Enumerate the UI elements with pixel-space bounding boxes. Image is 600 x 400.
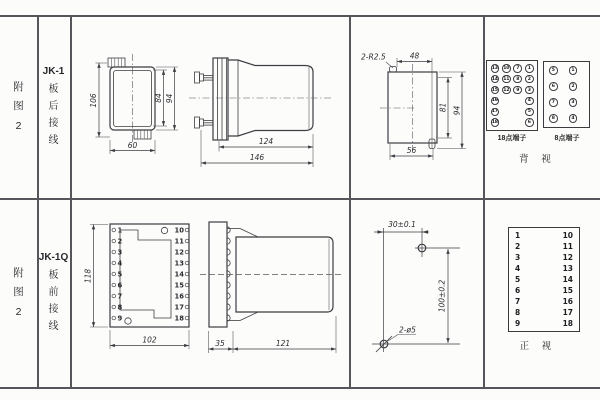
- table-row: [515, 264, 573, 273]
- table-row: [515, 297, 573, 306]
- pin-number: 16: [562, 297, 573, 306]
- figure-char: 附: [13, 266, 24, 279]
- terminal-row: [491, 108, 534, 117]
- terminal-7: 7: [549, 98, 558, 107]
- grid-line-v4: [483, 15, 485, 387]
- terminal-15: 15: [491, 87, 498, 93]
- cutout-outline: [380, 64, 437, 150]
- terminal-11: 11: [503, 76, 510, 82]
- terminal-18: 18: [491, 120, 498, 126]
- terminal-block-18pt-label: 18点端子: [497, 135, 527, 142]
- wiring-char: 线: [48, 135, 59, 146]
- pin-number: 4: [515, 264, 521, 273]
- callout-2-o5: 2-ø5: [399, 325, 416, 335]
- wiring-char: 板: [48, 84, 59, 95]
- table-row: [515, 231, 573, 240]
- terminal-6: 6: [525, 118, 534, 127]
- terminal-row: [491, 86, 534, 95]
- side-outline: [200, 222, 344, 327]
- terminal-row: [549, 98, 589, 107]
- terminal-row: [491, 64, 534, 73]
- terminal-block-8pt: [543, 61, 590, 128]
- terminal-screw: [195, 72, 214, 83]
- terminal-7: 7: [513, 64, 522, 73]
- pin-number: 18: [562, 319, 573, 328]
- arrowhead: [378, 230, 384, 233]
- terminal-4: 4: [525, 97, 534, 106]
- terminal-16: 16: [491, 98, 498, 104]
- model-name: JK-1Q: [38, 251, 69, 263]
- terminal-5: 5: [525, 108, 534, 117]
- arrowhead: [422, 230, 428, 233]
- pin-label: 6: [117, 281, 123, 290]
- dim-94: 94: [165, 93, 174, 104]
- terminal-1: 1: [569, 66, 578, 75]
- jk1q-side-view-drawing: [198, 216, 348, 356]
- wiring-char: 接: [48, 304, 59, 315]
- terminal-10: 10: [503, 65, 510, 71]
- dim-124: 124: [258, 137, 274, 146]
- terminal-pins-right: [175, 226, 189, 322]
- pin-label: 12: [174, 248, 184, 257]
- pin-number: 11: [562, 242, 573, 251]
- dimensions: [89, 63, 178, 154]
- terminal-2: 2: [569, 82, 578, 91]
- pin-label: 15: [174, 281, 184, 290]
- pin-number: 12: [562, 253, 573, 262]
- dim-94: 94: [452, 105, 462, 116]
- terminal-row: [491, 97, 534, 106]
- row2-model-label: [37, 198, 70, 387]
- jk1q-front-view-drawing: [78, 216, 200, 352]
- dim-81: 81: [438, 102, 448, 113]
- model-name: JK-1: [42, 65, 65, 77]
- pin-number: 2: [515, 242, 521, 251]
- grid-line-v3: [349, 15, 351, 387]
- dimensions: [361, 52, 466, 161]
- pin-number: 9: [515, 319, 521, 328]
- dim-146: 146: [249, 153, 265, 163]
- terminal-8: 8: [549, 114, 558, 123]
- dimensions: [372, 220, 460, 352]
- wiring-char: 线: [48, 321, 59, 332]
- terminal-3: 3: [569, 98, 578, 107]
- terminal-block-8pt-label: 8点端子: [554, 135, 580, 142]
- jk1-side-view-drawing: [188, 48, 338, 170]
- dim-60: 60: [127, 140, 138, 150]
- dimensions: [84, 225, 190, 350]
- table-row: [515, 286, 573, 295]
- terminal-row: [549, 114, 589, 123]
- dim-35: 35: [215, 338, 225, 348]
- wiring-char: 前: [48, 287, 59, 298]
- pin-label: 9: [117, 314, 123, 323]
- pin-label: 4: [117, 259, 123, 268]
- row1-model-label: [37, 15, 70, 198]
- pin-label: 11: [174, 237, 184, 246]
- dim-118: 118: [83, 268, 93, 284]
- figure-char: 附: [13, 80, 24, 93]
- figure-char: 图: [13, 100, 24, 113]
- grid-line-bottom: [0, 387, 600, 389]
- terminal-5: 5: [549, 66, 558, 75]
- grid-line-middle: [0, 198, 600, 200]
- figure-char: 2: [15, 119, 22, 132]
- pin-number: 17: [562, 308, 573, 317]
- table-row: [515, 242, 573, 251]
- terminal-17: 17: [491, 109, 498, 115]
- pin-number: 15: [562, 286, 573, 295]
- pin-label: 16: [174, 292, 184, 301]
- terminal-row: [549, 82, 589, 91]
- terminal-4: 4: [569, 114, 578, 123]
- front-view-label: 正 视: [519, 341, 557, 352]
- relay-side-outline: [189, 58, 332, 140]
- terminal-row: [549, 66, 589, 75]
- terminal-number-table: [508, 227, 580, 332]
- pin-number: 6: [515, 286, 521, 295]
- terminal-2: 2: [525, 75, 534, 84]
- pin-number: 5: [515, 275, 521, 284]
- pin-number: 3: [515, 253, 521, 262]
- wiring-char: 接: [48, 118, 59, 129]
- wiring-char: 板: [48, 270, 59, 281]
- pin-label: 7: [117, 292, 123, 301]
- pin-label: 2: [117, 237, 123, 246]
- terminal-pins-left: [112, 226, 123, 322]
- terminal-9: 9: [513, 86, 522, 95]
- grid-line-v2: [70, 15, 72, 387]
- pin-label: 8: [117, 303, 123, 312]
- terminal-8: 8: [513, 75, 522, 84]
- pin-number: 7: [515, 297, 521, 306]
- table-row: [515, 308, 573, 317]
- wiring-char: 后: [48, 101, 59, 112]
- row1-figure-label: [0, 15, 37, 198]
- drilling-plan-drawing: [360, 214, 482, 358]
- rear-view-label: 背 视: [519, 154, 556, 165]
- terminal-13: 13: [491, 65, 498, 71]
- terminal-block-18pt: [486, 60, 538, 131]
- table-row: [515, 275, 573, 284]
- dim-30: 30±0.1: [388, 220, 416, 229]
- terminal-12: 12: [503, 87, 510, 93]
- pin-label: 13: [174, 259, 184, 268]
- pin-label: 3: [117, 248, 123, 257]
- terminal-screw: [195, 117, 214, 128]
- jk1-front-view-drawing: [88, 48, 183, 160]
- pin-number: 14: [562, 275, 573, 284]
- dim-102: 102: [142, 335, 157, 345]
- grid-line-top: [0, 15, 600, 17]
- pin-label: 14: [174, 270, 184, 279]
- terminal-3: 3: [525, 86, 534, 95]
- dim-84: 84: [154, 93, 163, 103]
- pin-label: 18: [174, 314, 184, 323]
- figure-char: 2: [15, 305, 22, 318]
- terminal-14: 14: [491, 76, 498, 82]
- terminal-row: [491, 75, 534, 84]
- dim-48: 48: [409, 51, 420, 61]
- dim-56: 56: [406, 146, 417, 155]
- pin-number: 1: [515, 231, 521, 240]
- pin-label: 10: [174, 226, 184, 235]
- pin-label: 5: [117, 270, 123, 279]
- pin-label: 17: [174, 303, 184, 312]
- row2-figure-label: [0, 198, 37, 387]
- pin-number: 13: [562, 264, 573, 273]
- table-row: [515, 253, 573, 262]
- dim-121: 121: [275, 338, 291, 348]
- dim-100: 100±0.2: [437, 279, 447, 313]
- pin-label: 1: [117, 226, 123, 235]
- callout-2-r2-5: 2-R2.5: [361, 52, 386, 62]
- jk1-panel-cutout-drawing: [356, 46, 480, 164]
- relay-case-outline: [108, 54, 155, 144]
- terminal-1: 1: [525, 64, 534, 73]
- terminal-row: [491, 118, 534, 127]
- dim-106: 106: [89, 93, 98, 108]
- pin-number: 8: [515, 308, 521, 317]
- pin-number: 10: [562, 231, 573, 240]
- table-row: [515, 319, 573, 328]
- figure-char: 图: [13, 286, 24, 299]
- terminal-6: 6: [549, 82, 558, 91]
